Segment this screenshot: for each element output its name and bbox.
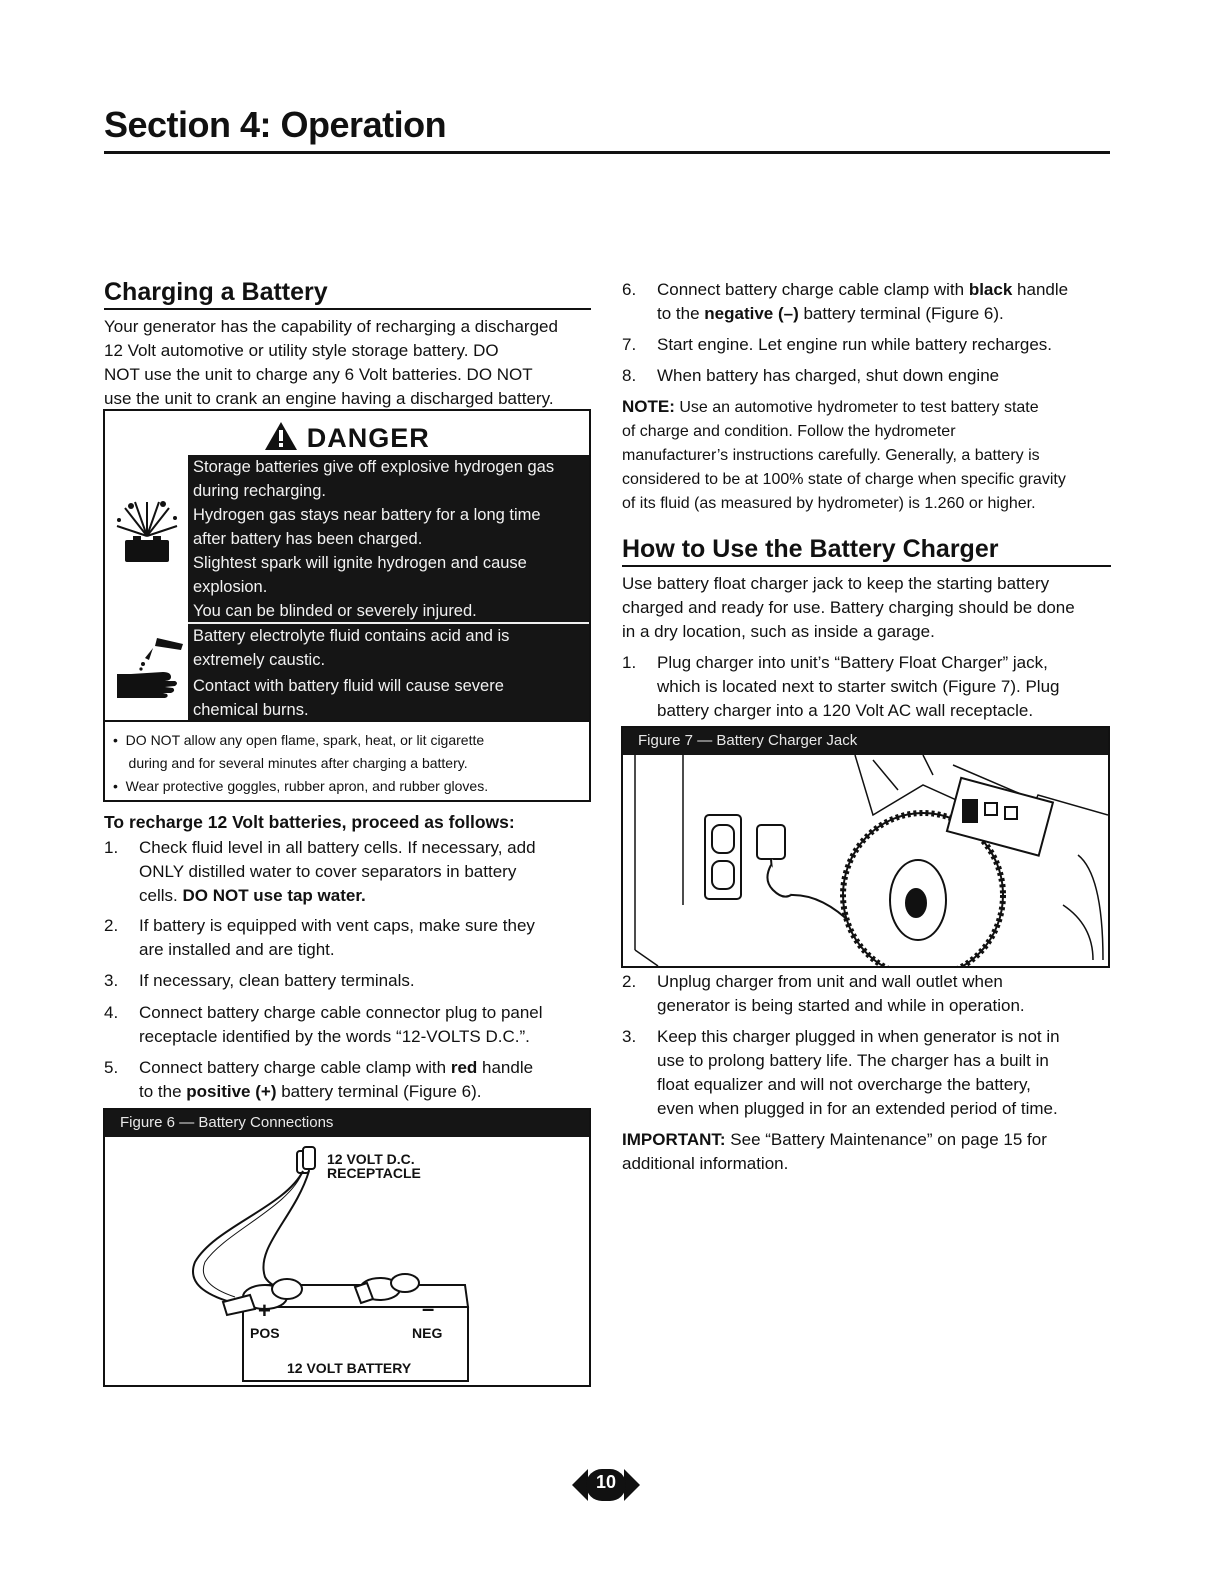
acid-warning	[188, 624, 589, 720]
warning-line: Contact with battery fluid will cause severe	[193, 677, 504, 695]
step-line: If necessary, clean battery terminals.	[139, 971, 415, 990]
heading-underline	[622, 565, 1111, 567]
danger-warning-box	[103, 409, 591, 802]
charger-intro	[622, 572, 1075, 644]
negative-symbol: –	[422, 1296, 435, 1321]
step-warning: DO NOT use tap water.	[182, 886, 366, 905]
figure-6-caption: Figure 6 — Battery Connections	[103, 1108, 591, 1137]
step-number: 6.	[622, 280, 637, 299]
charging-battery-heading: Charging a Battery	[104, 278, 328, 306]
battery-charger-jack-illustration	[623, 755, 1108, 966]
list-item	[622, 970, 1112, 1018]
step-emphasis: positive (+)	[186, 1082, 277, 1101]
receptacle-label-line: 12 VOLT D.C.	[327, 1151, 415, 1167]
page-number: 10	[595, 1472, 617, 1492]
note-line: of its fluid (as measured by hydrometer) is 1.260 or higher.	[622, 495, 1036, 512]
pos-label: POS	[250, 1325, 280, 1341]
step-line: Check fluid level in all battery cells. If necessary, add	[139, 838, 536, 857]
step-number: 2.	[104, 916, 119, 935]
intro-line: 12 Volt automotive or utility style storage battery. DO	[104, 341, 499, 360]
intro-line: in a dry location, such as inside a garage.	[622, 622, 935, 641]
receptacle-label	[327, 1152, 421, 1180]
danger-bullet-flame	[113, 729, 484, 775]
heading-underline	[104, 308, 591, 310]
important-note	[622, 1128, 1047, 1176]
warning-line: Storage batteries give off explosive hydrogen gas	[193, 458, 555, 476]
battery-label: 12 VOLT BATTERY	[287, 1360, 412, 1376]
step-emphasis: black	[968, 280, 1013, 299]
step-number: 3.	[622, 1027, 637, 1046]
important-label: IMPORTANT:	[622, 1130, 726, 1149]
list-item	[622, 1025, 1112, 1121]
step-text: to the	[139, 1082, 187, 1101]
step-line: even when plugged in for an extended period of time.	[657, 1099, 1058, 1118]
section-divider	[104, 151, 1110, 154]
step-line: When battery has charged, shut down engine	[657, 366, 1000, 385]
note-line: Use an automotive hydrometer to test battery state	[674, 399, 1039, 416]
step-number: 1.	[622, 653, 637, 672]
explosion-icon	[111, 496, 183, 568]
step-line: float equalizer and will not overcharge the battery,	[657, 1075, 1031, 1094]
warning-line: during recharging.	[193, 482, 326, 500]
list-item	[622, 364, 1112, 388]
wall-outlet-icon	[705, 815, 741, 899]
step-number: 1.	[104, 838, 119, 857]
warning-line: Hydrogen gas stays near battery for a long time	[193, 506, 541, 524]
warning-line: extremely caustic.	[193, 651, 326, 669]
chemical-burn-icon	[113, 636, 185, 700]
list-item	[622, 651, 1112, 723]
step-line: Connect battery charge cable connector plug to panel	[139, 1003, 543, 1022]
step-number: 5.	[104, 1058, 119, 1077]
intro-line: Your generator has the capability of recharging a discharged	[104, 317, 558, 336]
step-line: use to prolong battery life. The charger has a built in	[657, 1051, 1049, 1070]
hydrometer-note	[622, 395, 1066, 516]
bullet-line: during and for several minutes after charging a battery.	[113, 755, 468, 771]
step-text: handle	[477, 1058, 534, 1077]
receptacle-label-line: RECEPTACLE	[327, 1165, 421, 1181]
warning-line: Battery electrolyte fluid contains acid and is	[193, 627, 510, 645]
warning-line: chemical burns.	[193, 701, 309, 719]
note-label: NOTE:	[622, 397, 675, 416]
section-title: Section 4: Operation	[104, 104, 447, 145]
danger-header	[105, 411, 589, 455]
step-emphasis: negative (–)	[704, 304, 799, 323]
step-line: Keep this charger plugged in when generator is not in	[657, 1027, 1060, 1046]
intro-line: NOT use the unit to charge any 6 Volt batteries. DO NOT	[104, 365, 533, 384]
step-number: 3.	[104, 971, 119, 990]
warning-line: You can be blinded or severely injured.	[193, 602, 477, 620]
charging-intro	[104, 315, 558, 411]
list-item	[104, 969, 584, 993]
intro-line: use the unit to crank an engine having a discharged battery.	[104, 389, 554, 408]
note-line: of charge and condition. Follow the hydrometer	[622, 423, 956, 440]
step-number: 7.	[622, 335, 637, 354]
warning-line: after battery has been charged.	[193, 530, 423, 548]
step-line: receptacle identified by the words “12-VOLTS D.C.”.	[139, 1027, 530, 1046]
danger-bullet-ppe: • Wear protective goggles, rubber apron, and rubber gloves.	[113, 778, 489, 794]
step-line: Unplug charger from unit and wall outlet when	[657, 972, 1003, 991]
step-line: are installed and are tight.	[139, 940, 335, 959]
warning-line: explosion.	[193, 578, 268, 596]
step-text: Connect battery charge cable clamp with	[139, 1058, 451, 1077]
figure-7-caption: Figure 7 — Battery Charger Jack	[621, 726, 1110, 755]
important-line: additional information.	[622, 1154, 789, 1173]
note-line: manufacturer’s instructions carefully. Generally, a battery is	[622, 447, 1040, 464]
list-item	[622, 333, 1112, 357]
step-text: battery terminal (Figure 6).	[798, 304, 1004, 323]
step-text: handle	[1012, 280, 1069, 299]
list-item	[104, 914, 584, 962]
step-line: cells.	[139, 886, 178, 905]
intro-line: charged and ready for use. Battery charging should be done	[622, 598, 1075, 617]
positive-symbol: +	[258, 1298, 271, 1323]
list-item	[104, 1056, 584, 1104]
list-item	[104, 836, 584, 908]
list-item	[104, 1001, 584, 1049]
bullet-line: • DO NOT allow any open flame, spark, heat, or lit cigarette	[113, 732, 485, 748]
step-text: Connect battery charge cable clamp with	[657, 280, 969, 299]
divider	[105, 720, 589, 722]
warning-line: Slightest spark will ignite hydrogen and cause	[193, 554, 527, 572]
step-number: 8.	[622, 366, 637, 385]
step-line: Plug charger into unit’s “Battery Float Charger” jack,	[657, 653, 1048, 672]
list-item	[622, 278, 1112, 326]
step-line: If battery is equipped with vent caps, make sure they	[139, 916, 535, 935]
step-line: battery charger into a 120 Volt AC wall receptacle.	[657, 701, 1034, 720]
battery-charger-heading: How to Use the Battery Charger	[622, 535, 999, 563]
step-line: generator is being started and while in operation.	[657, 996, 1025, 1015]
step-line: Start engine. Let engine run while battery recharges.	[657, 335, 1053, 354]
hydrogen-warning	[188, 455, 589, 622]
recharge-heading: To recharge 12 Volt batteries, proceed as follows:	[104, 812, 515, 832]
step-emphasis: red	[450, 1058, 478, 1077]
step-text: to the	[657, 304, 705, 323]
step-number: 4.	[104, 1003, 119, 1022]
step-text: battery terminal (Figure 6).	[276, 1082, 482, 1101]
receptacle-plug	[297, 1147, 315, 1173]
danger-title: DANGER	[306, 423, 430, 453]
important-line: See “Battery Maintenance” on page 15 for	[725, 1130, 1047, 1149]
step-line: ONLY distilled water to cover separators in battery	[139, 862, 517, 881]
step-line: which is located next to starter switch (Figure 7). Plug	[657, 677, 1060, 696]
warning-triangle-icon	[264, 421, 298, 451]
note-line: considered to be at 100% state of charge when specific gravity	[622, 471, 1066, 488]
neg-label: NEG	[412, 1325, 443, 1341]
intro-line: Use battery float charger jack to keep the starting battery	[622, 574, 1050, 593]
step-number: 2.	[622, 972, 637, 991]
